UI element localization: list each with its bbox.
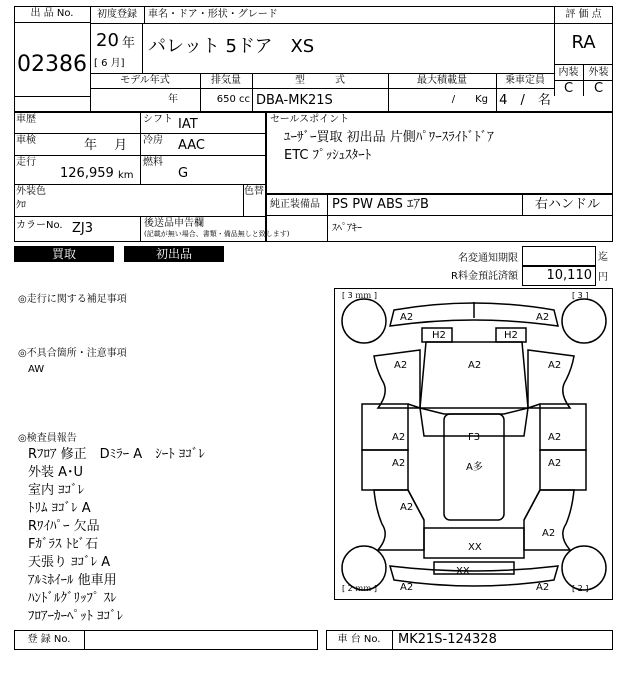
mark-fender-left: A2 xyxy=(394,360,408,371)
mark-quarter-right: A2 xyxy=(542,528,556,539)
name-change-label: 名変通知期限 xyxy=(458,253,518,264)
buy-badge: 買取 xyxy=(14,246,114,262)
mark-front-bumper-right: A2 xyxy=(536,312,550,323)
mark-front-bumper-left: A2 xyxy=(400,312,414,323)
first-reg-label: 初度登録 xyxy=(97,9,137,20)
inspector-line: Rﾌﾛｱ 修正 Dﾐﾗｰ A ｼｰﾄ ﾖｺﾞﾚ xyxy=(28,447,205,462)
mileage-unit: km xyxy=(118,170,134,181)
mark-roof: A多 xyxy=(466,462,483,473)
fuel-label: 燃料 xyxy=(143,157,163,168)
equipment-label: 純正装備品 xyxy=(270,199,320,210)
name-change-unit: 迄 xyxy=(598,252,608,263)
model-type-label: 型 式 xyxy=(295,75,345,86)
quarter-right xyxy=(524,490,574,550)
history-label: 車歴 xyxy=(16,114,36,125)
lot-label: 出 品 No. xyxy=(30,8,74,19)
exterior-grade: C xyxy=(593,81,604,96)
tread-bottom-right: [ 2 ] xyxy=(572,584,589,593)
mark-rear-bumper-center: XX xyxy=(456,566,470,577)
grade-value: RA xyxy=(571,32,596,53)
mileage-label: 走行 xyxy=(16,157,36,168)
mark-rear-bumper-left: A2 xyxy=(400,582,414,593)
inspector-line: ﾄﾘﾑ ﾖｺﾞﾚ A xyxy=(28,501,91,516)
shift-label: シフト xyxy=(143,114,173,125)
chassis-value: MK21S-124328 xyxy=(398,632,497,647)
inspector-line: 外装 A･U xyxy=(28,465,84,480)
first-reg-month: [ 6 月] xyxy=(94,58,125,69)
registration-label: 登 録 No. xyxy=(27,634,71,645)
inspector-line: 天張り ﾖｺﾞﾚ A xyxy=(28,555,111,570)
rear-door-left xyxy=(362,450,408,490)
mark-rear-bumper-right: A2 xyxy=(536,582,550,593)
first-reg-year: 20 xyxy=(96,30,119,51)
interior-label: 内装 xyxy=(558,67,579,78)
ac-label: 冷房 xyxy=(143,135,163,146)
ac-value: AAC xyxy=(178,138,205,153)
front-door-right xyxy=(540,404,586,450)
interior-grade: C xyxy=(563,81,574,96)
mark-front-door-left: A2 xyxy=(392,432,406,443)
wheel-front-right xyxy=(562,299,606,343)
inspector-line: 室内 ﾖｺﾞﾚ xyxy=(28,483,85,498)
sales-point-line2: ETC ﾌﾟｯｼｭｽﾀｰﾄ xyxy=(284,148,372,163)
defects-text: AW xyxy=(28,364,45,375)
recycle-unit: 円 xyxy=(598,272,608,283)
sales-point-label: セールスポイント xyxy=(270,114,350,125)
first-listing-badge: 初出品 xyxy=(124,246,224,262)
inspector-title: ◎検査員報告 xyxy=(18,433,77,444)
mark-hood: A2 xyxy=(468,360,482,371)
displacement-label: 排気量 xyxy=(211,75,241,86)
after-doc-label: 後送品申告欄 xyxy=(144,218,204,229)
after-doc-box xyxy=(266,216,613,242)
chassis-label: 車 台 No. xyxy=(337,634,381,645)
defects-title: ◎不具合箇所・注意事項 xyxy=(18,348,127,359)
exterior-label: 外装 xyxy=(588,67,609,78)
tread-top-left: [ 3 ｍｍ ] xyxy=(342,291,377,300)
lot-number: 02386 xyxy=(17,52,87,77)
max-load-label: 最大積載量 xyxy=(417,75,467,86)
quarter-left xyxy=(374,490,424,550)
recycle-value: 10,110 xyxy=(546,268,592,283)
color-no-label: カラーNo. xyxy=(16,220,63,231)
exterior-color-value: ｸﾛ xyxy=(16,200,26,211)
equipment-value: PS PW ABS ｴｱB xyxy=(332,197,429,212)
inspection-value: 年 月 xyxy=(84,138,128,153)
inspector-line: ﾌﾛｱｰｶｰﾍﾟｯﾄ ﾖｺﾞﾚ xyxy=(28,609,124,624)
wheel-front-left xyxy=(342,299,386,343)
steering-side: 右ハンドル xyxy=(534,197,600,212)
mark-headlight-right: H2 xyxy=(504,330,518,341)
inspector-line: ｱﾙﾐﾎｲｰﾙ 他車用 xyxy=(28,573,117,588)
model-year-label: モデル年式 xyxy=(120,75,170,86)
mark-headlight-left: H2 xyxy=(432,330,446,341)
mark-windshield: F3 xyxy=(468,432,481,443)
inspector-line: Rﾜｲﾊﾟｰ 欠品 xyxy=(28,519,100,534)
rear-door-right xyxy=(540,450,586,490)
after-doc-note: (記載が無い場合、書類・備品無しと致します) xyxy=(144,230,290,238)
fender-right xyxy=(528,350,574,408)
tread-bottom-left: [ 2 ｍｍ ] xyxy=(342,584,377,593)
name-change-box xyxy=(522,246,596,266)
mark-front-door-right: A2 xyxy=(548,432,562,443)
first-reg-year-unit: 年 xyxy=(122,36,136,51)
after-doc-value: ｽﾍﾟｱｷｰ xyxy=(332,223,362,234)
inspector-line: Fｶﾞﾗｽ ﾄﾋﾞ石 xyxy=(28,537,99,552)
mileage-value: 126,959 xyxy=(60,166,114,181)
sales-point-line1: ﾕｰｻﾞｰ買取 初出品 片側ﾊﾟﾜｰｽﾗｲﾄﾞﾄﾞｱ xyxy=(284,130,494,145)
fender-left xyxy=(374,350,420,408)
max-load-value: / Kg xyxy=(451,94,488,105)
model-type-value: DBA-MK21S xyxy=(256,93,333,108)
tread-top-right: [ 3 ] xyxy=(572,291,589,300)
mark-quarter-left: A2 xyxy=(400,502,414,513)
inspector-line: ﾊﾝﾄﾞﾙｸﾞﾘｯﾌﾟ ｽﾚ xyxy=(28,591,117,606)
travel-notes-title: ◎走行に関する補足事項 xyxy=(18,294,127,305)
hood xyxy=(420,342,528,408)
grade-label: 評 価 点 xyxy=(565,9,602,20)
mark-fender-right: A2 xyxy=(548,360,562,371)
mark-back-door: XX xyxy=(468,542,482,553)
fuel-value: G xyxy=(178,166,189,181)
color-change-label: 色替 xyxy=(244,186,264,197)
mark-rear-door-right: A2 xyxy=(548,458,562,469)
model-year-unit: 年 xyxy=(168,94,178,105)
capacity-label: 乗車定員 xyxy=(505,75,545,86)
inspection-label: 車検 xyxy=(16,135,36,146)
license-plate xyxy=(434,562,514,574)
rear-bumper xyxy=(390,566,558,586)
color-no-value: ZJ3 xyxy=(72,221,94,236)
exterior-color-label: 外装色 xyxy=(16,186,46,197)
recycle-label: R料金預託済額 xyxy=(451,271,518,282)
car-name: パレット 5ドア XS xyxy=(148,36,315,57)
car-name-label: 車名・ドア・形状・グレード xyxy=(148,9,278,20)
shift-value: IAT xyxy=(178,117,198,132)
capacity-value: 4 / 名 xyxy=(499,93,551,108)
displacement-value: 650 cc xyxy=(216,94,250,105)
mark-rear-door-left: A2 xyxy=(392,458,406,469)
